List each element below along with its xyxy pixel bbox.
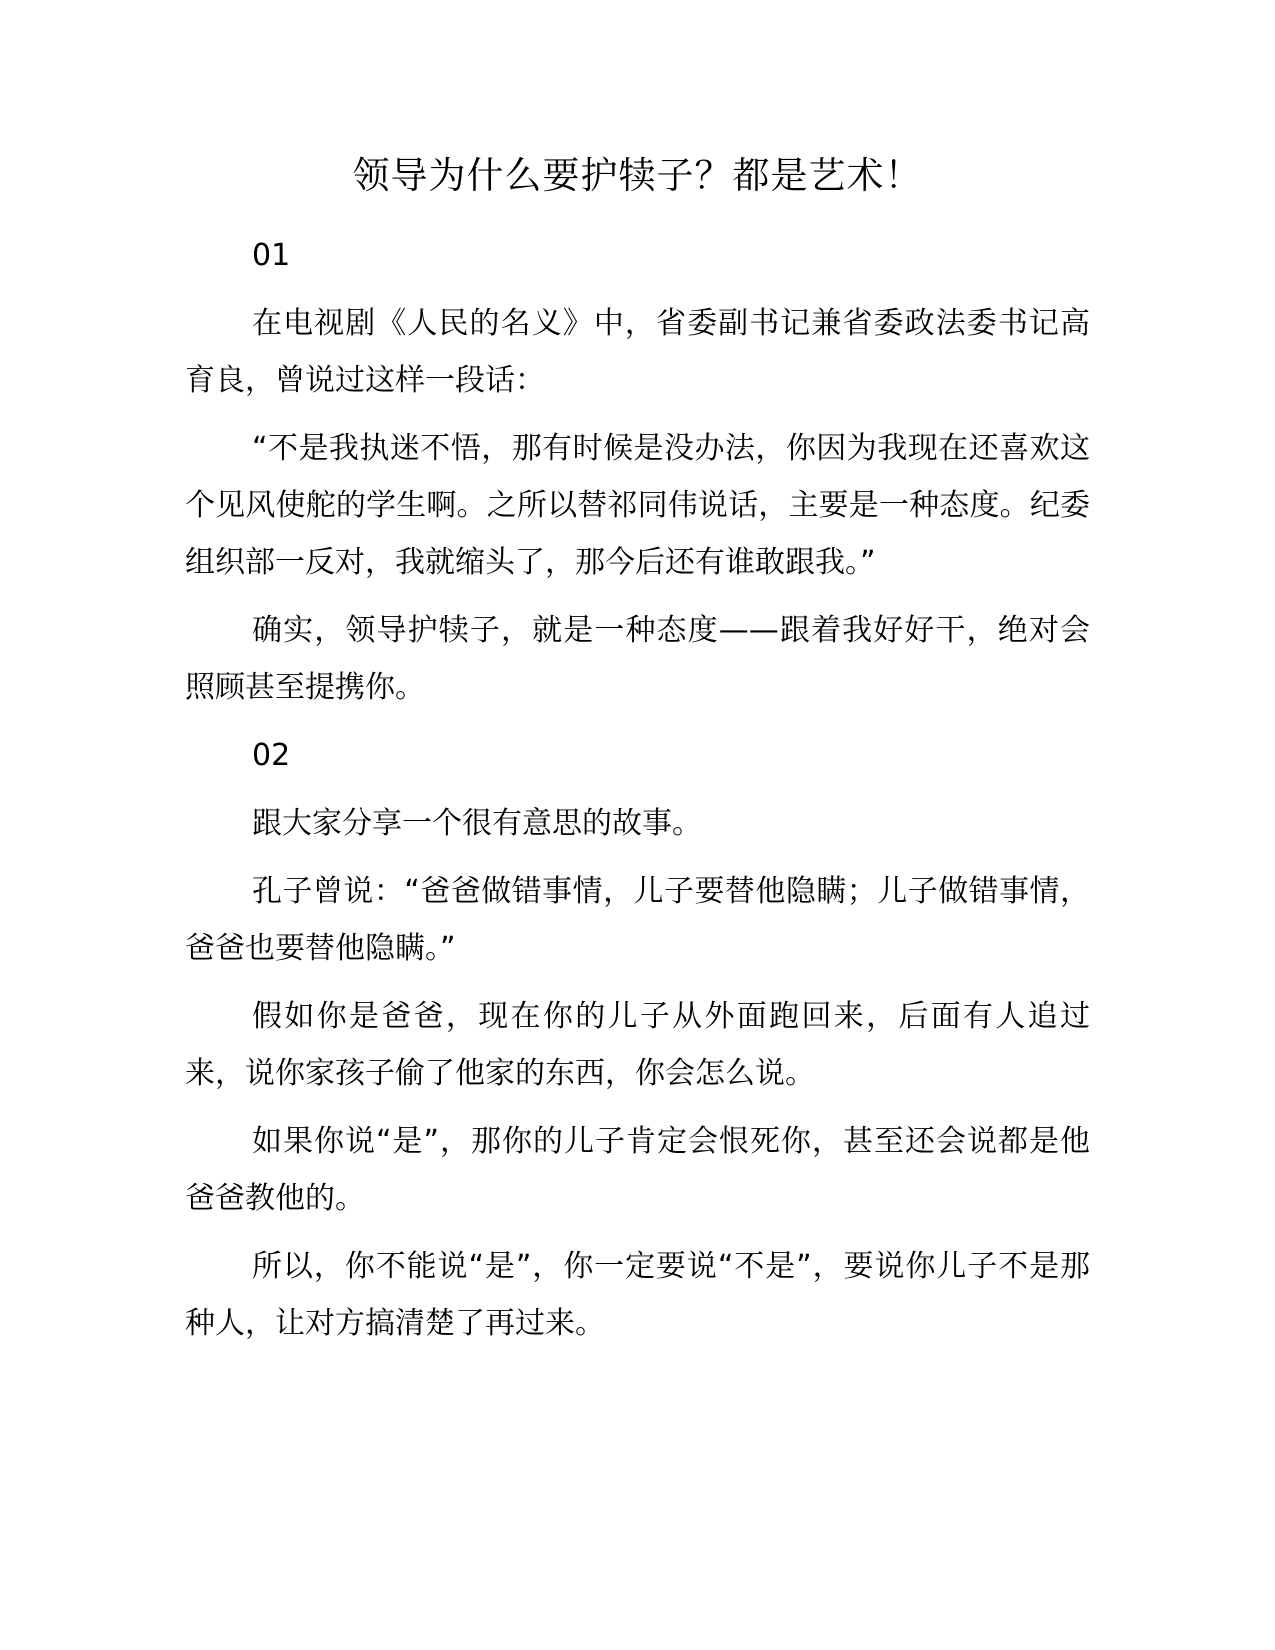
paragraph: 孔子曾说：“爸爸做错事情，儿子要替他隐瞒；儿子做错事情，爸爸也要替他隐瞒。” bbox=[185, 874, 1090, 966]
section-number: 02 bbox=[252, 738, 291, 773]
document-title: 领导为什么要护犊子？都是艺术！ bbox=[352, 154, 923, 197]
paragraph: 如果你说“是”，那你的儿子肯定会恨死你，甚至还会说都是他爸爸教他的。 bbox=[185, 1124, 1090, 1216]
paragraph: 确实，领导护犊子，就是一种态度——跟着我好好干，绝对会照顾甚至提携你。 bbox=[185, 613, 1090, 705]
section-01 bbox=[185, 227, 1090, 716]
section-number: 01 bbox=[252, 238, 291, 273]
paragraph: 跟大家分享一个很有意思的故事。 bbox=[252, 806, 702, 841]
paragraph: 所以，你不能说“是”，你一定要说“不是”，要说你儿子不是那种人，让对方搞清楚了再过来。 bbox=[185, 1249, 1090, 1341]
paragraph: 在电视剧《人民的名义》中，省委副书记兼省委政法委书记高育良，曾说过这样一段话： bbox=[185, 306, 1090, 398]
paragraph: “不是我执迷不悟，那有时候是没办法，你因为我现在还喜欢这个见风使舵的学生啊。之所以替祁同伟说话，主要是一种态度。纪委组织部一反对，我就缩头了，那今后还有谁敢跟我。” bbox=[185, 431, 1090, 580]
document-body bbox=[185, 227, 1090, 1363]
paragraph: 假如你是爸爸，现在你的儿子从外面跑回来，后面有人追过来，说你家孩子偷了他家的东西，你会怎么说。 bbox=[185, 999, 1090, 1091]
section-02 bbox=[185, 727, 1090, 1352]
